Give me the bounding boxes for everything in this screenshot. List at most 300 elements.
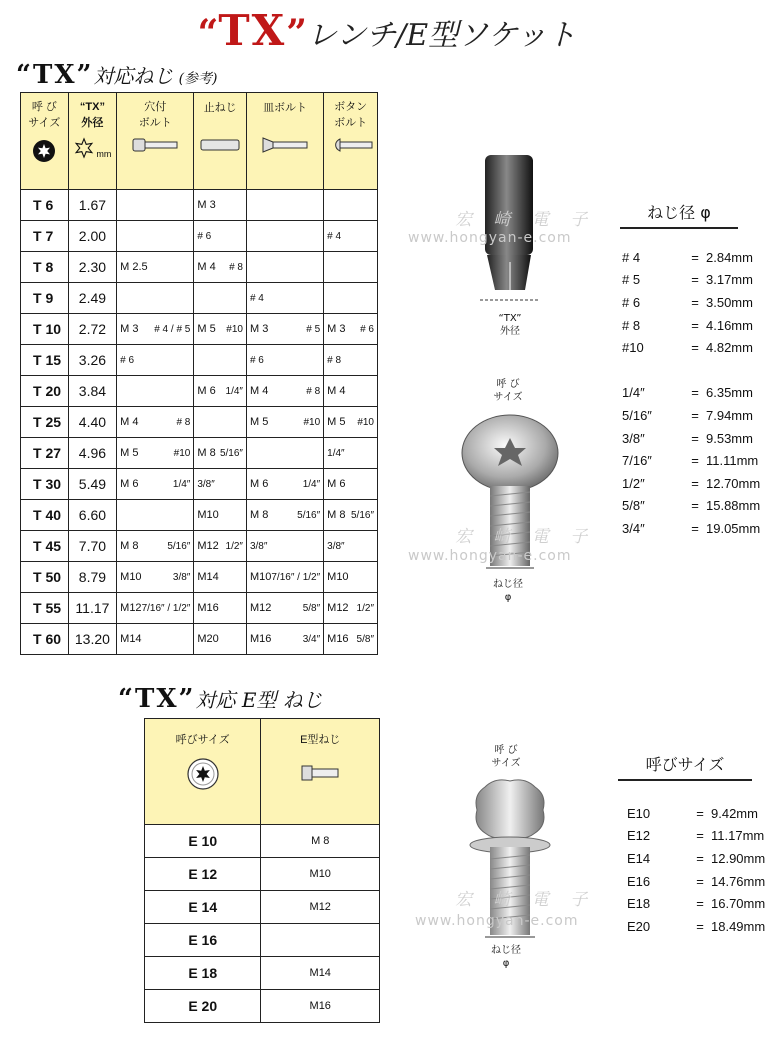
item-value: 19.05mm	[706, 520, 761, 536]
cell-c3	[246, 190, 323, 221]
cell-e-screw: M12	[261, 891, 380, 924]
equals-sign: =	[691, 430, 699, 446]
equals-sign: =	[691, 385, 699, 401]
metric-size: M12	[120, 602, 142, 614]
table-row	[145, 891, 380, 924]
watermark-cjk: 宏 崎 電 子	[455, 890, 596, 910]
cell-e-screw: M14	[261, 957, 380, 990]
item-value: 11.11mm	[706, 453, 759, 469]
inch-size: 1/4″	[225, 385, 243, 397]
cell-c2	[194, 283, 247, 314]
inch-size: #10	[226, 323, 243, 335]
cell-c1	[117, 531, 194, 562]
header-e-size: 呼びサイズ	[145, 719, 261, 825]
cell-outer-dia: 3.84	[68, 376, 116, 407]
cell-e-screw: M 8	[261, 825, 380, 858]
cell-c1	[117, 252, 194, 283]
item-key: 5/16″	[622, 407, 652, 423]
cell-c2	[194, 500, 247, 531]
cell-outer-dia: 2.49	[68, 283, 116, 314]
cell-c3	[246, 221, 323, 252]
tx-screw-table	[20, 92, 378, 655]
metric-size: M 6	[327, 478, 346, 490]
cell-outer-dia: 2.72	[68, 314, 116, 345]
tool-label: “TX” 外径	[498, 313, 522, 337]
item-value: 16.70mm	[711, 896, 766, 912]
inch-size: # 8	[229, 261, 243, 273]
metric-size: M 4	[197, 261, 216, 273]
watermark-cjk: 宏 崎 電 子	[455, 527, 596, 547]
equals-sign: =	[691, 294, 699, 310]
cell-c3	[246, 314, 323, 345]
inch-size: 5/8″	[356, 633, 374, 645]
inch-size: # 6	[249, 354, 264, 366]
table-row	[145, 924, 380, 957]
item-key: E20	[627, 918, 651, 934]
header-dia: “TX” 外径 mm	[68, 93, 116, 190]
cell-c2	[194, 469, 247, 500]
e-socket-icon	[186, 757, 220, 791]
equals-sign: =	[691, 407, 699, 423]
metric-size: M 2.5	[120, 261, 148, 273]
equals-sign: =	[691, 272, 699, 288]
list-item	[622, 359, 762, 382]
inch-size: # 8	[327, 354, 342, 366]
item-value: 11.17mm	[711, 828, 765, 844]
cell-c2	[194, 376, 247, 407]
table-row	[21, 252, 378, 283]
item-value: 4.82mm	[706, 340, 753, 356]
item-key: # 5	[622, 272, 641, 288]
cell-size: T 45	[21, 531, 69, 562]
header-button-bolt: ボタン ボルト	[324, 93, 378, 190]
item-value: 12.90mm	[711, 850, 766, 866]
e-bottom-label: ねじ径 φ	[491, 945, 521, 969]
cell-c3	[246, 283, 323, 314]
item-key: 1/4″	[622, 385, 645, 401]
cell-e-screw	[261, 924, 380, 957]
metric-size: M10	[197, 509, 219, 521]
table-row	[21, 190, 378, 221]
cell-c2	[194, 624, 247, 655]
cell-c4	[324, 221, 378, 252]
metric-size: M10	[327, 571, 349, 583]
item-value: 6.35mm	[706, 385, 753, 401]
cell-c2	[194, 562, 247, 593]
cell-c4	[324, 345, 378, 376]
inch-size: 5/8″	[302, 602, 321, 614]
flat-bolt-icon	[261, 137, 309, 153]
inch-size: 7/16″ / 1/2″	[141, 602, 191, 614]
cell-e-size: E 20	[145, 990, 261, 1023]
metric-size: M 3	[197, 199, 216, 211]
item-key: # 4	[622, 249, 641, 265]
cell-outer-dia: 1.67	[68, 190, 116, 221]
table-row	[21, 314, 378, 345]
metric-size: M16	[197, 602, 219, 614]
screw-dia-header: ねじ径 φ	[620, 200, 738, 229]
list-item	[627, 870, 767, 893]
list-item	[627, 825, 767, 848]
table-row	[145, 825, 380, 858]
item-value: 18.49mm	[711, 918, 766, 934]
inch-size: 3/8″	[327, 540, 345, 552]
list-item	[627, 802, 767, 825]
bolt-bottom-label: ねじ径 φ	[493, 579, 523, 603]
inch-size: 5/16″	[167, 540, 191, 552]
metric-size: M14	[120, 633, 142, 645]
inch-size: #10	[357, 416, 374, 428]
cell-c3	[246, 593, 323, 624]
inch-size: 3/8″	[197, 478, 215, 490]
table-row	[21, 562, 378, 593]
inch-size: 1/4″	[302, 478, 321, 490]
cell-c2	[194, 252, 247, 283]
e-screw-table	[144, 718, 380, 1023]
watermark-url: www.hongyan-e.com	[408, 548, 572, 564]
cell-c2	[194, 438, 247, 469]
item-value: 2.84mm	[706, 249, 753, 265]
header-size: 呼 び サイズ	[21, 93, 69, 190]
cell-c1	[117, 376, 194, 407]
cell-outer-dia: 3.26	[68, 345, 116, 376]
cell-c1	[117, 469, 194, 500]
item-value: 14.76mm	[711, 873, 766, 889]
table-row	[21, 593, 378, 624]
cell-outer-dia: 5.49	[68, 469, 116, 500]
table-row	[21, 283, 378, 314]
metric-size: M16	[327, 633, 349, 645]
equals-sign: =	[691, 475, 699, 491]
equals-sign: =	[696, 850, 704, 866]
cell-size: T 50	[21, 562, 69, 593]
metric-size: M 8	[249, 509, 269, 521]
cell-size: T 27	[21, 438, 69, 469]
list-item	[622, 314, 762, 337]
cell-c2	[194, 190, 247, 221]
cell-c3	[246, 345, 323, 376]
section1-title: “TX”対応ねじ (参考)	[16, 60, 218, 90]
equals-sign: =	[696, 805, 704, 821]
item-key: E16	[627, 873, 651, 889]
table-row	[145, 990, 380, 1023]
cell-c4	[324, 376, 378, 407]
cell-c2	[194, 593, 247, 624]
table-row	[21, 376, 378, 407]
e-screw-icon	[300, 763, 340, 783]
socket-bolt-icon	[131, 137, 179, 153]
table-row	[21, 531, 378, 562]
cell-outer-dia: 2.30	[68, 252, 116, 283]
metric-size: M12	[327, 602, 349, 614]
list-item	[627, 892, 767, 915]
cell-size: T 10	[21, 314, 69, 345]
cell-size: T 25	[21, 407, 69, 438]
cell-size: T 9	[21, 283, 69, 314]
cell-c3	[246, 500, 323, 531]
inch-size: #10	[173, 447, 191, 459]
set-screw-icon	[198, 137, 242, 153]
cell-c4	[324, 314, 378, 345]
equals-sign: =	[691, 453, 699, 469]
cell-c3	[246, 469, 323, 500]
table-row	[21, 624, 378, 655]
inch-size: # 4 / # 5	[154, 323, 191, 335]
torx-outline-icon	[73, 137, 95, 159]
item-value: 12.70mm	[706, 475, 761, 491]
cell-c1	[117, 314, 194, 345]
cell-size: T 7	[21, 221, 69, 252]
table-row	[21, 469, 378, 500]
item-key: #10	[622, 340, 644, 356]
item-key: # 6	[622, 294, 641, 310]
item-value: 4.16mm	[706, 317, 753, 333]
equals-sign: =	[696, 918, 704, 934]
item-value: 9.42mm	[711, 805, 758, 821]
cell-size: T 40	[21, 500, 69, 531]
metric-size: M 4	[120, 416, 139, 428]
list-item	[627, 915, 767, 938]
watermark-cjk: 宏 崎 電 子	[455, 210, 596, 230]
equals-sign: =	[691, 498, 699, 514]
page-title: “TX”レンチ/E型ソケット	[197, 6, 577, 55]
cell-c4	[324, 500, 378, 531]
inch-size: # 6	[360, 323, 374, 335]
item-key: 5/8″	[622, 498, 645, 514]
metric-size: M 8	[197, 447, 216, 459]
list-item	[622, 427, 762, 450]
inch-size: 5/16″	[219, 447, 243, 459]
cell-outer-dia: 11.17	[68, 593, 116, 624]
table-row	[21, 407, 378, 438]
inch-size: 1/2″	[225, 540, 243, 552]
bolt-top-label: 呼 び サイズ	[493, 379, 523, 403]
list-item	[622, 472, 762, 495]
metric-size: M 8	[120, 540, 139, 552]
cell-size: T 15	[21, 345, 69, 376]
inch-size: 5/16″	[350, 509, 374, 521]
cell-outer-dia: 4.96	[68, 438, 116, 469]
cell-c1	[117, 624, 194, 655]
item-key: E12	[627, 828, 651, 844]
cell-c3	[246, 438, 323, 469]
metric-size: M 3	[120, 323, 139, 335]
screw-dia-list	[622, 246, 762, 540]
item-value: 3.17mm	[706, 272, 753, 288]
inch-size: # 6	[120, 354, 135, 366]
metric-size: M10	[120, 571, 142, 583]
inch-size: #10	[303, 416, 321, 428]
cell-c2	[194, 345, 247, 376]
watermark-url: www.hongyan-e.com	[408, 230, 572, 246]
nominal-size-header: 呼びサイズ	[618, 752, 752, 781]
metric-size: M 6	[197, 385, 216, 397]
table-row	[21, 345, 378, 376]
item-key: E18	[627, 896, 651, 912]
metric-size: M 5	[197, 323, 216, 335]
cell-size: T 60	[21, 624, 69, 655]
cell-c4	[324, 438, 378, 469]
list-item	[622, 246, 762, 269]
item-key: E10	[627, 805, 651, 821]
item-key: 3/8″	[622, 430, 645, 446]
table-row	[21, 500, 378, 531]
equals-sign: =	[696, 873, 704, 889]
inch-size: # 6	[197, 230, 212, 242]
cell-c2	[194, 407, 247, 438]
cell-c1	[117, 221, 194, 252]
list-item	[622, 449, 762, 472]
cell-c4	[324, 252, 378, 283]
cell-outer-dia: 13.20	[68, 624, 116, 655]
cell-size: T 8	[21, 252, 69, 283]
metric-size: M 8	[327, 509, 346, 521]
header-flat-bolt: 皿ボルト	[246, 93, 323, 190]
cell-c1	[117, 500, 194, 531]
metric-size: M12	[249, 602, 272, 614]
cell-e-screw: M10	[261, 858, 380, 891]
cell-c1	[117, 562, 194, 593]
cell-c4	[324, 531, 378, 562]
metric-size: M 3	[249, 323, 269, 335]
button-bolt-icon	[328, 137, 374, 153]
item-key: 7/16″	[622, 453, 652, 469]
watermark-url: www.hongyan-e.com	[415, 913, 579, 929]
item-value: 7.94mm	[706, 407, 753, 423]
inch-size: # 4	[327, 230, 342, 242]
cell-size: T 6	[21, 190, 69, 221]
cell-e-size: E 14	[145, 891, 261, 924]
cell-e-size: E 12	[145, 858, 261, 891]
cell-c1	[117, 345, 194, 376]
cell-c3	[246, 252, 323, 283]
table-row	[21, 221, 378, 252]
equals-sign: =	[691, 317, 699, 333]
list-item	[622, 404, 762, 427]
cell-outer-dia: 6.60	[68, 500, 116, 531]
cell-e-size: E 16	[145, 924, 261, 957]
list-item	[627, 847, 767, 870]
list-item	[622, 495, 762, 518]
cell-size: T 20	[21, 376, 69, 407]
metric-size: M 5	[327, 416, 346, 428]
metric-size: M20	[197, 633, 219, 645]
cell-c4	[324, 283, 378, 314]
cell-c4	[324, 407, 378, 438]
list-item	[622, 382, 762, 405]
item-key: 1/2″	[622, 475, 645, 491]
cell-e-screw: M16	[261, 990, 380, 1023]
cell-c3	[246, 376, 323, 407]
inch-size: # 5	[306, 323, 321, 335]
cell-c2	[194, 221, 247, 252]
header-e-screw: E型ねじ	[261, 719, 380, 825]
torx-icon	[32, 139, 56, 163]
inch-size: 5/16″	[297, 509, 321, 521]
inch-size: 1/2″	[356, 602, 374, 614]
table-header-row	[21, 93, 378, 190]
cell-c1	[117, 593, 194, 624]
cell-c3	[246, 624, 323, 655]
inch-size: 1/4″	[172, 478, 191, 490]
cell-outer-dia: 2.00	[68, 221, 116, 252]
metric-size: M12	[197, 540, 219, 552]
cell-c2	[194, 531, 247, 562]
inch-size: # 8	[306, 385, 321, 397]
e-top-label: 呼 び サイズ	[491, 745, 521, 769]
metric-size: M 3	[327, 323, 346, 335]
list-item	[622, 291, 762, 314]
item-value: 3.50mm	[706, 294, 753, 310]
metric-size: M16	[249, 633, 272, 645]
metric-size: M14	[197, 571, 219, 583]
list-item	[622, 517, 762, 540]
metric-size: M 6	[249, 478, 269, 490]
cell-c1	[117, 407, 194, 438]
equals-sign: =	[691, 520, 699, 536]
item-key: # 8	[622, 317, 641, 333]
inch-size: # 8	[176, 416, 191, 428]
inch-size: # 4	[249, 292, 264, 304]
equals-sign: =	[691, 249, 699, 265]
metric-size: M10	[249, 571, 272, 583]
cell-c1	[117, 190, 194, 221]
cell-c4	[324, 624, 378, 655]
equals-sign: =	[696, 896, 704, 912]
inch-size: 3/8″	[249, 540, 268, 552]
item-value: 9.53mm	[706, 430, 753, 446]
cell-c1	[117, 283, 194, 314]
metric-size: M 5	[120, 447, 139, 459]
metric-size: M 4	[327, 385, 346, 397]
section2-title: “TX”対応 E型 ねじ	[118, 684, 323, 714]
cell-c4	[324, 469, 378, 500]
list-item	[622, 269, 762, 292]
inch-size: 7/16″ / 1/2″	[271, 571, 321, 583]
cell-c4	[324, 562, 378, 593]
nominal-size-list	[627, 802, 767, 938]
cell-e-size: E 18	[145, 957, 261, 990]
metric-size: M 5	[249, 416, 269, 428]
inch-size: 1/4″	[327, 447, 345, 459]
cell-size: T 30	[21, 469, 69, 500]
metric-size: M 6	[120, 478, 139, 490]
list-item	[622, 336, 762, 359]
table-row	[145, 957, 380, 990]
equals-sign: =	[691, 340, 699, 356]
cell-outer-dia: 4.40	[68, 407, 116, 438]
item-value: 15.88mm	[706, 498, 761, 514]
cell-c4	[324, 593, 378, 624]
cell-outer-dia: 7.70	[68, 531, 116, 562]
cell-c2	[194, 314, 247, 345]
equals-sign: =	[696, 828, 704, 844]
cell-e-size: E 10	[145, 825, 261, 858]
table-row	[145, 858, 380, 891]
inch-size: 3/8″	[172, 571, 191, 583]
cell-c3	[246, 407, 323, 438]
table-row	[21, 438, 378, 469]
table-header-row	[145, 719, 380, 825]
header-socket-bolt: 穴付 ボルト	[117, 93, 194, 190]
cell-size: T 55	[21, 593, 69, 624]
header-set-screw: 止ねじ	[194, 93, 247, 190]
item-key: 3/4″	[622, 520, 645, 536]
cell-c3	[246, 562, 323, 593]
cell-c4	[324, 190, 378, 221]
metric-size: M 4	[249, 385, 269, 397]
item-key: E14	[627, 850, 651, 866]
